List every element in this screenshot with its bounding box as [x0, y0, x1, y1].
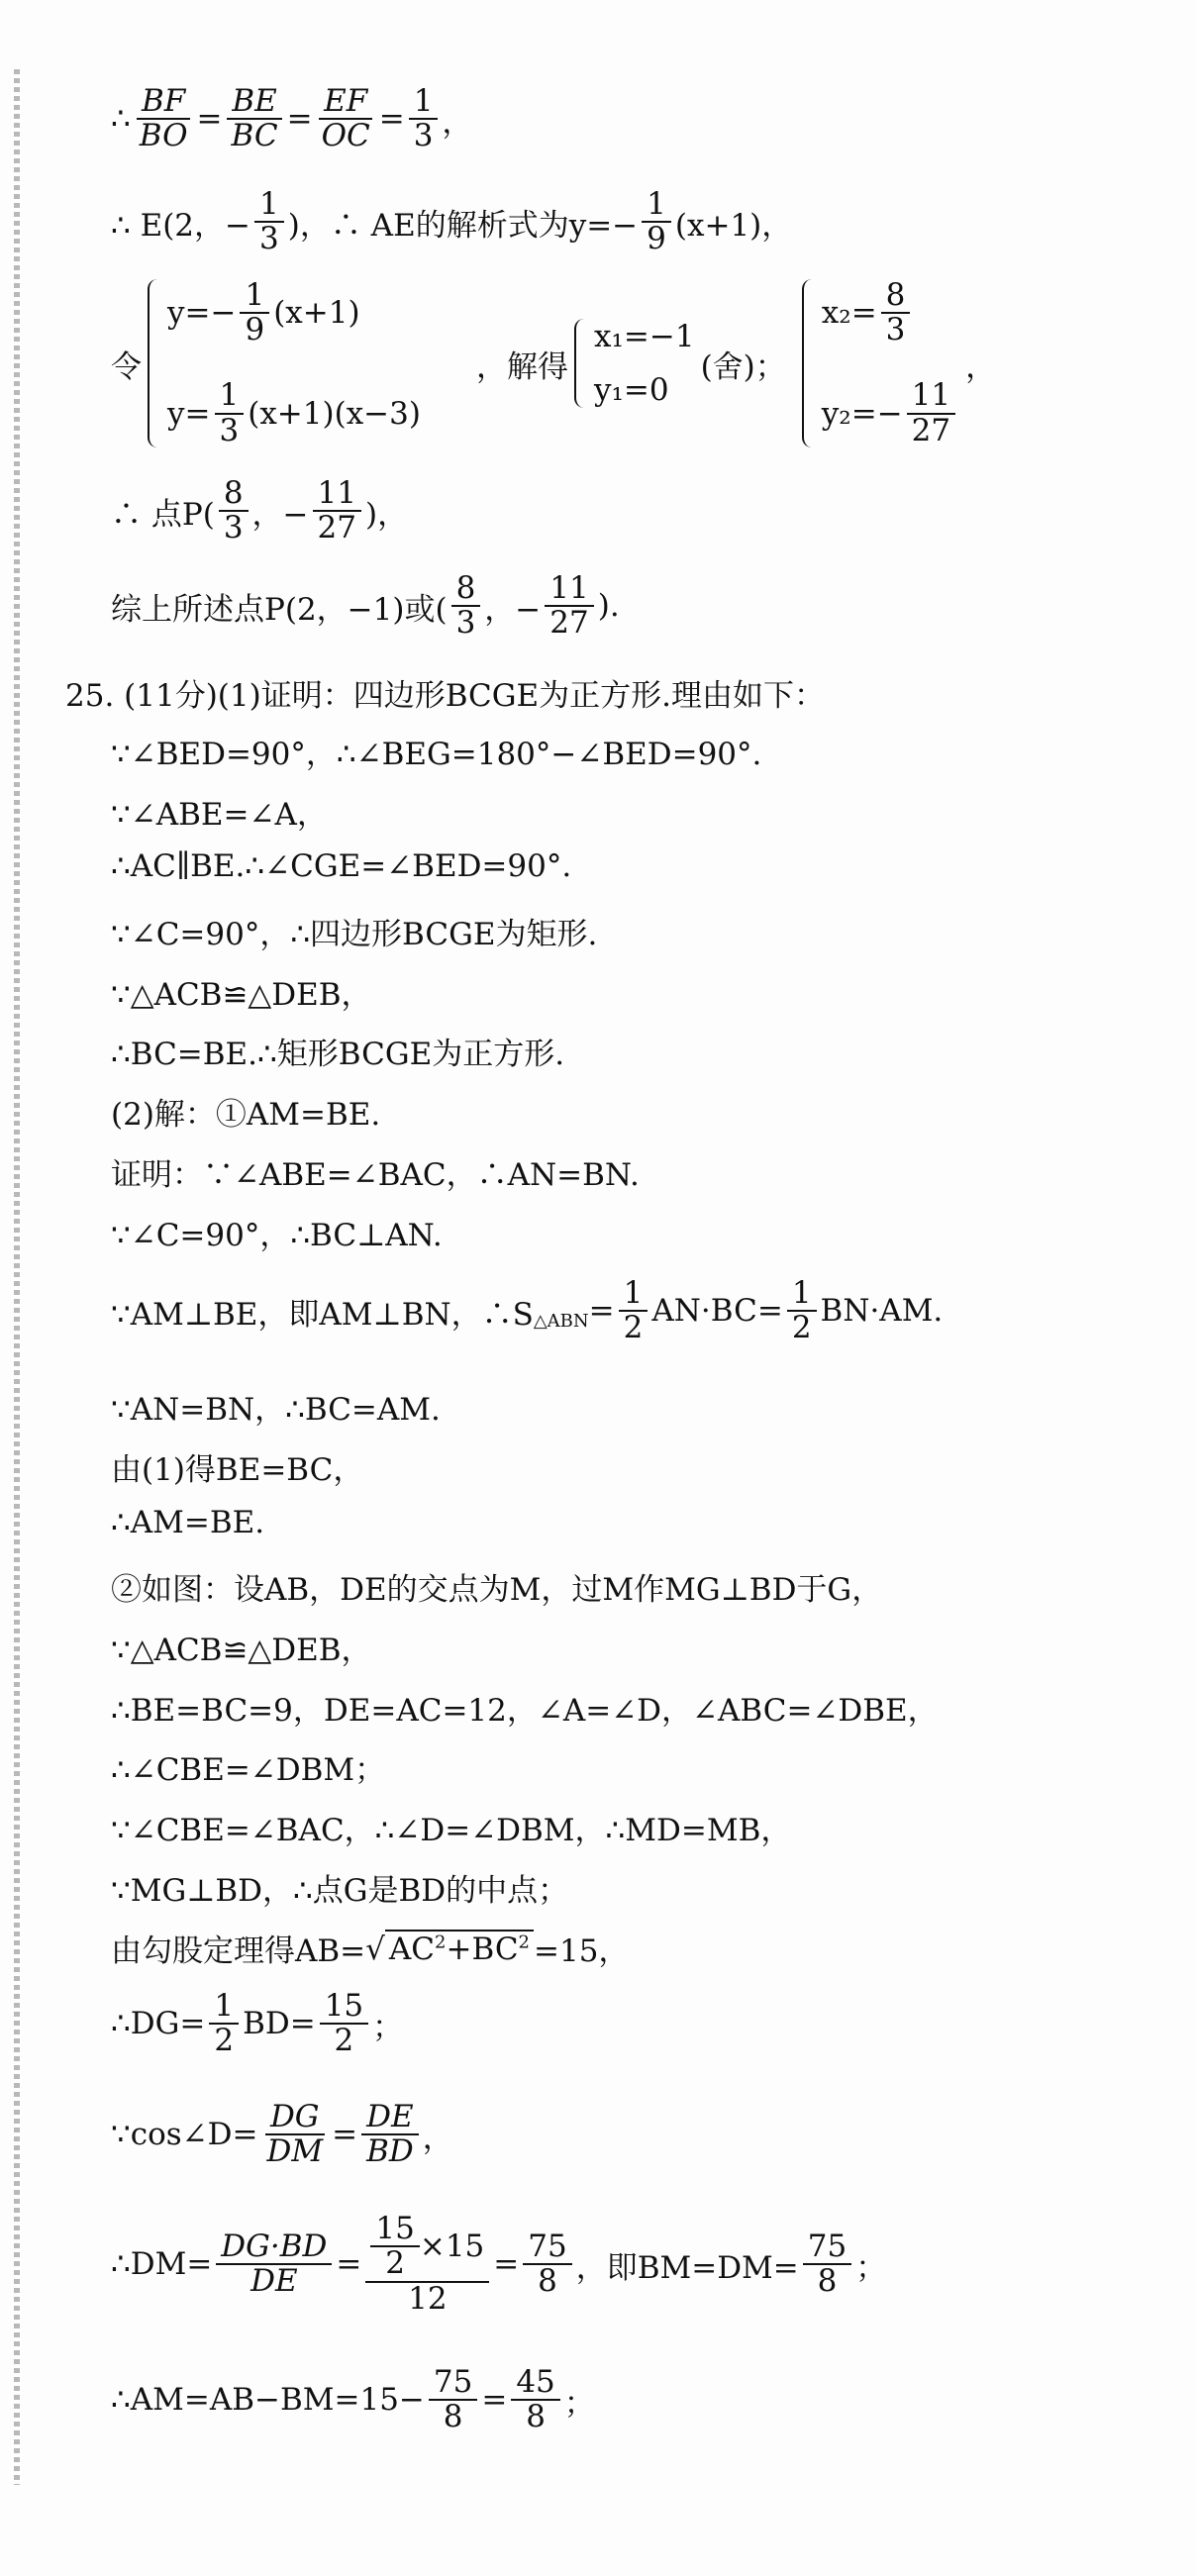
- denominator: 3: [259, 221, 279, 257]
- text-segment: AC: [388, 1931, 436, 1967]
- fraction: [451, 572, 481, 641]
- fraction: [313, 477, 361, 545]
- system-rows: [167, 279, 421, 447]
- line-21: ∵△ACB≌△DEB，: [111, 1633, 372, 1668]
- numerator: BF: [137, 85, 190, 120]
- text-segment: ，−: [251, 496, 309, 533]
- equals: =: [378, 101, 405, 138]
- complex-fraction: [365, 2213, 489, 2316]
- text-segment: x₂=: [821, 295, 877, 332]
- line-29: [111, 2213, 886, 2316]
- system-row-2: y₁=0: [593, 372, 669, 408]
- fraction: [907, 379, 955, 447]
- fraction: [370, 2213, 419, 2281]
- denominator: BO: [139, 118, 188, 154]
- line-20: ②如图：设AB，DE的交点为M，过M作MG⊥BD于G，: [111, 1572, 883, 1608]
- denominator: 3: [413, 118, 434, 154]
- fraction-one-third: [409, 85, 439, 153]
- text-segment: ∴AM=AB−BM=15−: [111, 2382, 425, 2419]
- text-segment: =: [493, 2246, 520, 2283]
- numerator: EF: [319, 85, 372, 120]
- fraction: [523, 2230, 571, 2299]
- line-4: [111, 477, 408, 545]
- line-5: [111, 572, 620, 641]
- line-16: [111, 1277, 943, 1345]
- numerator: 1: [619, 1277, 648, 1312]
- denominator: 27: [317, 510, 356, 546]
- denominator: 3: [219, 412, 240, 448]
- numerator: 1: [787, 1277, 817, 1312]
- text-segment: ，即BM=DM=: [575, 2249, 799, 2286]
- text-segment: ∵cos∠D=: [111, 2117, 258, 2153]
- numerator: 1: [642, 188, 671, 223]
- equals: =: [286, 101, 313, 138]
- numerator: 1: [240, 279, 269, 314]
- fraction: [209, 1990, 239, 2058]
- text-segment: +BC: [446, 1931, 519, 1967]
- fraction: [429, 2366, 477, 2434]
- numerator: 11: [907, 379, 955, 414]
- left-brace: [148, 279, 161, 447]
- denominator: 8: [443, 2399, 463, 2435]
- system-row-2: [822, 379, 959, 447]
- text-segment: ).: [597, 588, 620, 625]
- line-14: 证明：∵∠ABE=∠BAC，∴AN=BN.: [111, 1157, 640, 1193]
- text-segment: =: [588, 1293, 615, 1330]
- dashed-binding-line: [14, 69, 20, 2485]
- text-segment: 综上所述点P(2，−1)或(: [111, 591, 448, 628]
- numerator: BE: [227, 85, 281, 120]
- fraction: [261, 2101, 328, 2169]
- numerator: 45: [511, 2366, 559, 2401]
- text-segment: BD=: [243, 2006, 316, 2042]
- question-25-heading: 25. (11分)(1)证明：四边形BCGE为正方形.理由如下：: [65, 678, 826, 714]
- fraction: [642, 188, 671, 256]
- denominator: 9: [647, 221, 666, 257]
- text-segment: ，: [422, 2120, 453, 2156]
- text-segment: ∴ E(2，−: [111, 207, 250, 244]
- text-segment: ；: [372, 2009, 404, 2045]
- fraction-bf-bo: [135, 85, 193, 153]
- denominator: 8: [526, 2399, 546, 2435]
- line-24: ∵∠CBE=∠BAC，∴∠D=∠DBM，∴MD=MB，: [111, 1813, 792, 1848]
- solution-system-2: [802, 279, 959, 447]
- line-10: ∵∠C=90°，∴四边形BCGE为矩形.: [111, 917, 598, 952]
- line-15: ∵∠C=90°，∴BC⊥AN.: [111, 1218, 443, 1253]
- fraction: [216, 2230, 332, 2299]
- text-segment: ，−: [484, 591, 542, 628]
- text-segment: ∴ 点P(: [111, 496, 215, 533]
- line-1: [111, 85, 472, 153]
- therefore-symbol: ∴: [111, 101, 131, 138]
- equals: =: [196, 101, 223, 138]
- text-segment: (x+1)(x−3): [248, 395, 421, 432]
- line-28: [111, 2101, 453, 2169]
- denominator: 9: [245, 312, 265, 348]
- fraction: [215, 379, 245, 447]
- line-13: (2)解：①AM=BE.: [111, 1097, 381, 1133]
- fraction-be-bc: [227, 85, 283, 153]
- radical-sign-icon: √: [365, 1931, 385, 1967]
- numerator: DE: [361, 2101, 418, 2135]
- comma: ，: [442, 104, 473, 141]
- denominator: 27: [549, 605, 589, 642]
- text-segment: ×15: [419, 2228, 485, 2264]
- line-11: ∵△ACB≌△DEB，: [111, 977, 372, 1013]
- numerator: 11: [313, 477, 361, 512]
- denominator: 2: [791, 1310, 812, 1346]
- text-segment: y=: [167, 395, 211, 432]
- left-brace: [802, 279, 816, 447]
- text-segment: y₂=−: [821, 395, 903, 432]
- denominator: BC: [231, 118, 278, 154]
- system-rows: [822, 279, 959, 447]
- text-segment: 由勾股定理得AB=: [111, 1933, 366, 1969]
- denominator: DM: [266, 2133, 324, 2170]
- line-18: 由(1)得BE=BC，: [111, 1452, 364, 1488]
- denominator: 3: [223, 510, 244, 546]
- text-segment: (x+1)，: [674, 207, 793, 244]
- line-27: [111, 1990, 403, 2058]
- superscript: 2: [518, 1932, 530, 1953]
- fraction: [881, 279, 911, 347]
- line-25: ∵MG⊥BD，∴点G是BD的中点；: [111, 1873, 569, 1909]
- text-segment: ∴DG=: [111, 2006, 206, 2042]
- text-segment: ∴DM=: [111, 2246, 213, 2283]
- denominator: DE: [250, 2263, 298, 2300]
- denominator: 3: [455, 605, 476, 642]
- left-brace: [574, 319, 588, 408]
- line-7: ∵∠BED=90°，∴∠BEG=180°−∠BED=90°.: [111, 737, 762, 772]
- system-row-1: x₁=−1: [593, 319, 695, 354]
- system-row-1: [822, 279, 959, 347]
- text-segment: ，解得: [475, 348, 568, 385]
- numerator: 75: [523, 2230, 571, 2265]
- fraction: [240, 279, 269, 347]
- system-row-1: [167, 279, 421, 347]
- denominator: 8: [817, 2263, 838, 2300]
- text-segment: AN·BC=: [651, 1293, 783, 1330]
- line-12: ∴BC=BE.∴矩形BCGE为正方形.: [111, 1037, 565, 1072]
- text-segment: (舍)；: [700, 348, 786, 385]
- denominator: 2: [214, 2023, 235, 2059]
- numerator: 1: [209, 1990, 239, 2025]
- numerator: 11: [545, 572, 593, 607]
- numerator: 1: [254, 188, 284, 223]
- line-2: [111, 188, 792, 256]
- denominator: 27: [911, 412, 951, 448]
- line-8: ∵∠ABE=∠A，: [111, 797, 328, 833]
- line-3-equation-system: [111, 279, 996, 447]
- fraction: [254, 188, 284, 256]
- denominator: 8: [538, 2263, 557, 2300]
- text-segment: ；: [563, 2385, 595, 2422]
- fraction: [511, 2366, 559, 2434]
- denominator: 3: [885, 312, 906, 348]
- text-segment: =: [332, 2117, 358, 2153]
- text-segment: ∵AM⊥BE，即AM⊥BN，∴S: [111, 1296, 534, 1333]
- line-17: ∵AN=BN，∴BC=AM.: [111, 1392, 441, 1428]
- numerator: 75: [429, 2366, 477, 2401]
- fraction-ef-oc: [317, 85, 375, 153]
- complex-numerator: [365, 2213, 489, 2283]
- text-segment: ，: [965, 348, 997, 385]
- text-segment: =15，: [534, 1933, 630, 1969]
- numerator: 8: [881, 279, 911, 314]
- line-9: ∴AC∥BE.∴∠CGE=∠BED=90°.: [111, 848, 572, 884]
- solution-system-1: [574, 319, 695, 408]
- fraction: [787, 1277, 817, 1345]
- line-23: ∴∠CBE=∠DBM；: [111, 1752, 386, 1788]
- denominator: 2: [385, 2245, 405, 2282]
- numerator: 15: [320, 1990, 368, 2025]
- text-segment: (x+1): [273, 295, 360, 332]
- equation-system-left: [148, 279, 421, 447]
- subscript: △ABN: [533, 1310, 589, 1332]
- numerator: 8: [451, 572, 481, 607]
- denominator: 12: [408, 2280, 448, 2317]
- line-26: [111, 1926, 629, 1970]
- text-segment: ；: [855, 2249, 887, 2286]
- text-segment: BN·AM.: [820, 1293, 944, 1330]
- fraction: [803, 2230, 851, 2299]
- denominator: 2: [623, 1310, 644, 1346]
- numerator: 1: [215, 379, 245, 414]
- line-30: [111, 2366, 595, 2434]
- text-segment: )，∴ AE的解析式为y=−: [287, 207, 639, 244]
- line-19: ∴AM=BE.: [111, 1505, 265, 1540]
- text-segment: =: [481, 2382, 508, 2419]
- square-root: [365, 1930, 534, 1967]
- radicand: [385, 1930, 534, 1967]
- denominator: BD: [366, 2133, 414, 2170]
- superscript: 2: [435, 1932, 447, 1953]
- numerator: DG: [265, 2101, 325, 2135]
- system-rows: [594, 319, 695, 408]
- fraction: [320, 1990, 368, 2058]
- numerator: 15: [370, 2213, 419, 2247]
- text-segment: =: [336, 2246, 362, 2283]
- text-segment: )，: [364, 496, 409, 533]
- text-segment: y=−: [167, 295, 237, 332]
- numerator: 75: [803, 2230, 851, 2265]
- system-row-2: [167, 379, 421, 447]
- line-22: ∴BE=BC=9，DE=AC=12，∠A=∠D，∠ABC=∠DBE，: [111, 1693, 939, 1729]
- fraction: [545, 572, 593, 641]
- fraction: [219, 477, 249, 545]
- numerator: 8: [219, 477, 249, 512]
- denominator: 2: [334, 2023, 354, 2059]
- fraction: [361, 2101, 419, 2169]
- denominator: OC: [321, 118, 370, 154]
- fraction: [619, 1277, 648, 1345]
- numerator: 1: [409, 85, 439, 120]
- text-segment: 令: [111, 348, 142, 385]
- numerator: DG·BD: [216, 2230, 332, 2265]
